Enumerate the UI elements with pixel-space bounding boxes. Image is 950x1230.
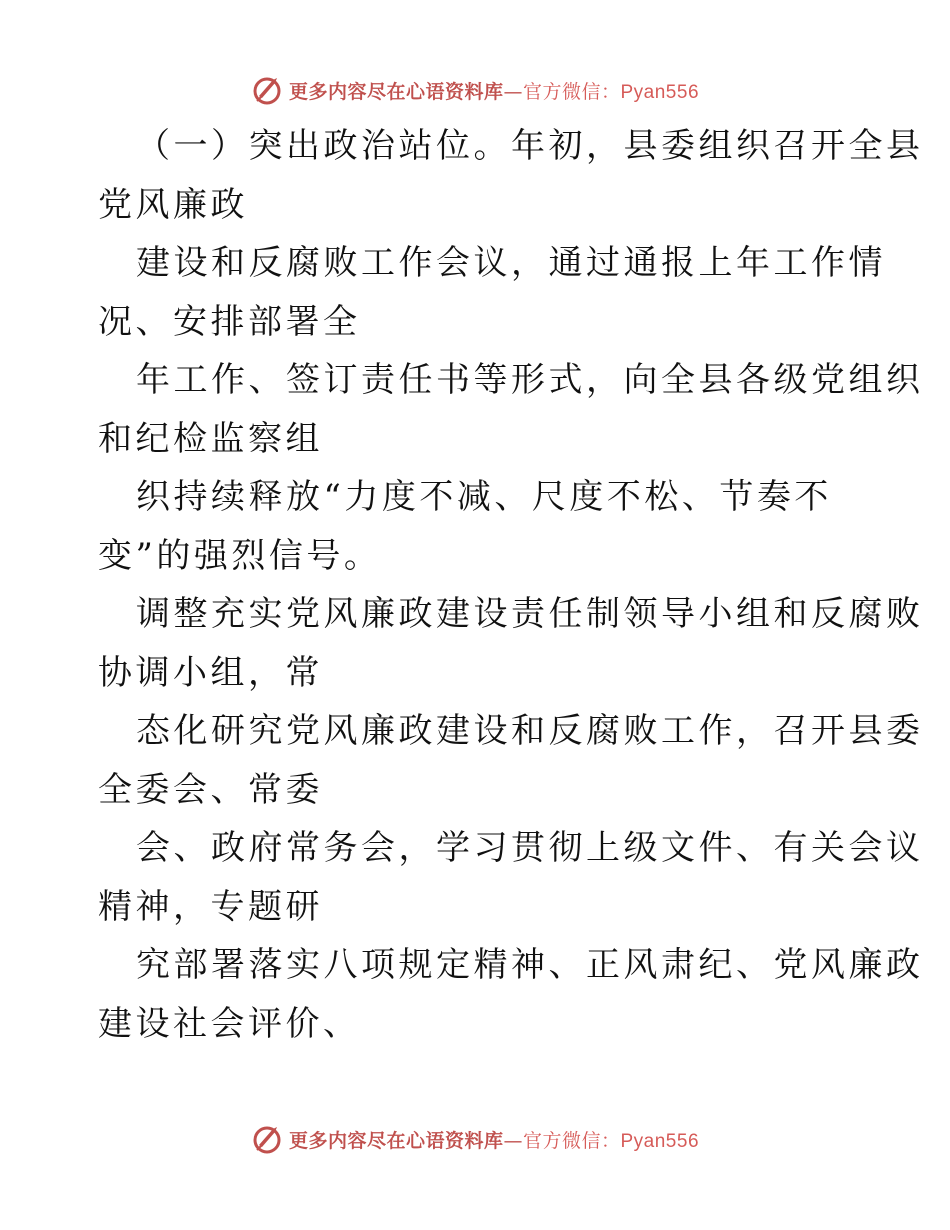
banner-wechat-id: Pyan556 <box>620 1130 700 1152</box>
paragraph-line: 究部署落实八项规定精神、正风肃纪、党风廉政 <box>136 945 924 985</box>
banner-wechat-id: Pyan556 <box>620 81 700 103</box>
paragraph-line: 会、政府常务会，学习贯彻上级文件、有关会议 <box>136 828 924 868</box>
paragraph-line: 精神，专题研 <box>98 886 323 927</box>
paragraph-line: 建设社会评价、 <box>98 1003 361 1044</box>
header-banner-text <box>289 77 699 104</box>
paragraph-line: 态化研究党风廉政建设和反腐败工作，召开县委 <box>136 711 924 751</box>
banner-site-name: 更多内容尽在心语资料库 <box>288 1129 504 1152</box>
paragraph-line: 协调小组，常 <box>98 652 323 693</box>
banner-dash: — <box>503 1129 523 1152</box>
paragraph-line: 党风廉政 <box>98 184 248 225</box>
paragraph-line: 况、安排部署全 <box>98 301 361 342</box>
banner-dash: — <box>503 80 523 103</box>
header-banner <box>0 73 950 107</box>
paragraph-line: （一）突出政治站位。年初，县委组织召开全县 <box>136 126 924 166</box>
paragraph-line: 调整充实党风廉政建设责任制领导小组和反腐败 <box>136 594 924 634</box>
footer-banner <box>0 1122 950 1156</box>
footer-banner-text <box>289 1126 699 1153</box>
document-body <box>98 117 924 1053</box>
quill-pen-circle-icon <box>251 1123 283 1155</box>
paragraph-line: 织持续释放“力度不减、尺度不松、节奏不 <box>136 477 832 517</box>
paragraph-line: 变”的强烈信号。 <box>98 535 382 576</box>
paragraph-line: 年工作、签订责任书等形式，向全县各级党组织 <box>136 360 924 400</box>
banner-wechat-label: 官方微信： <box>522 80 621 103</box>
banner-wechat-label: 官方微信： <box>522 1129 621 1152</box>
paragraph-line: 和纪检监察组 <box>98 418 323 459</box>
quill-pen-circle-icon <box>251 74 283 106</box>
banner-site-name: 更多内容尽在心语资料库 <box>288 80 504 103</box>
paragraph-line: 建设和反腐败工作会议，通过通报上年工作情 <box>136 243 886 283</box>
paragraph-line: 全委会、常委 <box>98 769 323 810</box>
